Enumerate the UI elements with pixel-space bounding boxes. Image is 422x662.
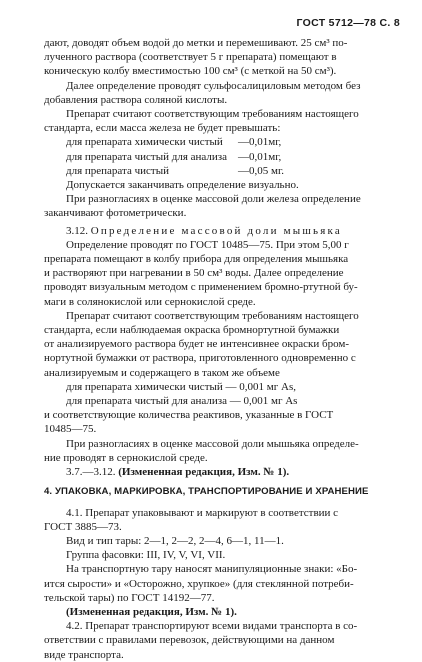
text-line: 10485—75. <box>44 423 97 436</box>
subsection-number: 3.12. <box>66 224 88 237</box>
text-line: Допускается заканчивать определение визуально. <box>66 179 299 192</box>
text-line: дают, доводят объем водой до метки и перемешивают. 25 см³ по- <box>44 37 348 49</box>
text-line: проводят визуальным методом с применением бромно-ртутной бу- <box>44 281 358 294</box>
text-line: Препарат считают соответствующим требованиям настоящего <box>66 309 359 322</box>
amendment-text: (Измененная редакция, Изм. № 1). <box>118 466 290 479</box>
limit-value: —0,05 мг. <box>238 164 284 177</box>
text-line: виде транспорта. <box>44 648 124 661</box>
text-line: добавления раствора соляной кислоты. <box>44 93 228 106</box>
limit-row <box>44 135 396 149</box>
limit-value: —0,01мг, <box>238 150 282 163</box>
text-line: и растворяют при нагревании в 50 см³ воды. Далее определение <box>44 267 344 280</box>
text-line: ние проводят в сернокислой среде. <box>44 451 208 464</box>
text-line: коническую колбу вместимостью 100 см³ (с меткой на 50 см³). <box>44 65 337 78</box>
text-line: Вид и тип тары: 2—1, 2—2, 2—4, 6—1, 11—1. <box>66 534 284 547</box>
text-line: нортутной бумажки от раствора, приготовленного одновременно с <box>44 352 356 365</box>
text-line: и соответствующие количества реактивов, указанные в ГОСТ <box>44 409 334 422</box>
text-line: ится сырости» и «Осторожно, хрупкое» (для стеклянной потреби- <box>44 577 354 590</box>
text-line: 4.1. Препарат упаковывают и маркируют в соответствии с <box>66 506 339 519</box>
text-line: Препарат считают соответствующим требованиям настоящего <box>66 108 359 121</box>
limit-label: для препарата чистый для анализа <box>66 150 227 163</box>
text-line: При разногласиях в оценке массовой доли мышьяка определе- <box>66 437 359 450</box>
limit-row <box>44 164 396 178</box>
text-line: Далее определение проводят сульфосалициловым методом без <box>66 79 361 92</box>
text-line: заканчивают фотометрически. <box>44 207 187 220</box>
text-line: для препарата чистый для анализа — 0,001 мг As <box>66 395 298 408</box>
limit-label: для препарата химически чистый <box>66 136 223 149</box>
text-line: тельской тары) по ГОСТ 14192—77. <box>44 591 215 604</box>
section-heading: 4. УПАКОВКА, МАРКИРОВКА, ТРАНСПОРТИРОВАНИЕ И ХРАНЕНИЕ <box>44 486 369 498</box>
text-line: анализируемым и содержащего в таком же объеме <box>44 366 280 379</box>
page-header: ГОСТ 5712—78 С. 8 <box>296 17 400 29</box>
limit-value: —0,01мг, <box>238 136 282 149</box>
text-line: На транспортную тару наносят манипуляционные знаки: «Бо- <box>66 563 358 576</box>
text-line: стандарта, если масса железа не будет превышать: <box>44 122 281 135</box>
amendment-range: 3.7.—3.12. <box>66 466 119 479</box>
text-line: Группа фасовки: III, IV, V, VI, VII. <box>66 549 226 562</box>
limit-label: для препарата чистый <box>66 164 169 177</box>
text-line: маги в солянокислой или сернокислой среде. <box>44 295 256 308</box>
text-line: При разногласиях в оценке массовой доли железа определение <box>66 193 361 206</box>
amendment-note <box>44 465 396 479</box>
document-body <box>44 36 396 662</box>
amendment-note: (Измененная редакция, Изм. № 1). <box>66 605 237 618</box>
text-line: препарата помещают в колбу прибора для определения мышьяка <box>44 253 349 266</box>
text-line: 4.2. Препарат транспортируют всеми видами транспорта в со- <box>66 620 358 633</box>
limit-row <box>44 150 396 164</box>
text-line: стандарта, если наблюдаемая окраска бромнортутной бумажки <box>44 324 340 337</box>
subsection-heading <box>44 224 396 238</box>
text-line: ответствии с правилами перевозок, действующими на данном <box>44 634 335 647</box>
subsection-title: Определение массовой доли мышьяка <box>90 224 342 237</box>
text-line: Определение проводят по ГОСТ 10485—75. При этом 5,00 г <box>66 238 349 251</box>
text-line: для препарата химически чистый — 0,001 мг As, <box>66 380 296 393</box>
text-line: от анализируемого раствора будет не интенсивнее окраски бром- <box>44 338 349 351</box>
text-line: ГОСТ 3885—73. <box>44 520 122 533</box>
text-line: лученного раствора (соответствует 5 г препарата) помещают в <box>44 51 337 64</box>
